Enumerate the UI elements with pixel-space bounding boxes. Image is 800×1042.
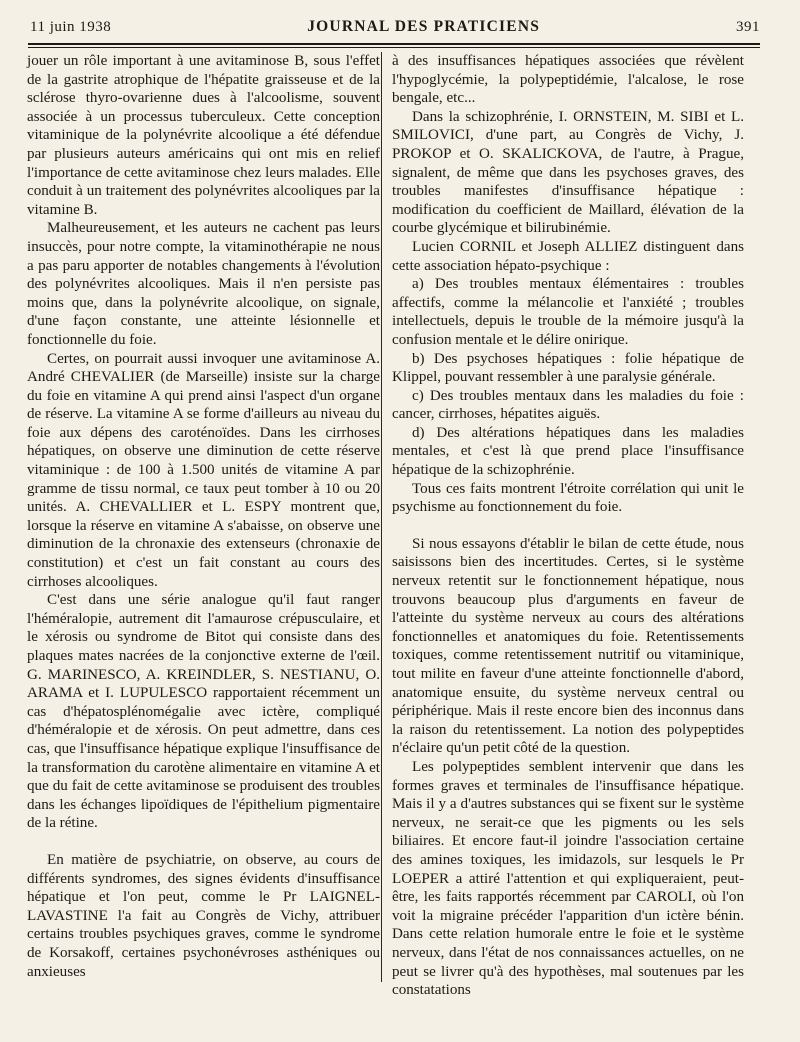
paragraph: Malheureusement, et les auteurs ne cachent pas leurs insuccès, pour notre compte, la vitaminothérapie ne nous a pas paru apporter de notables changements à l'évolution des polynévrites alcooliques. Mais il n'en persiste pas moins que, dans la polynévrite alcoolique, on signale, d'une façon constante, une atteinte lésionnelle et fonctionnelle du foie.	[27, 220, 380, 348]
paragraph: Les polypeptides semblent intervenir que dans les formes graves et terminales de l'insuffisance hépatique. Mais il y a d'autres substances qui se fixent sur le système nerveux, ne serait-ce que les pigments ou les sels biliaires. Et encore faut-il joindre l'association certaine des amines toxiques, les imidazols, sur lesquels le Pr LOEPER a attiré l'attention et qui expliqueraient, peut-être, les faits rapportés récemment par CAROLI, où l'on voit la migraine précéder l'apparition d'un ictère bénin. Dans cette relation humorale entre le foie et le système nerveux, dans l'état de nos connaissances actuelles, on ne peut se livrer qu'à des hypothèses, mal soutenues par les constatations	[392, 758, 744, 999]
list-item-a: a) Des troubles mentaux élémentaires : troubles affectifs, comme la mélancolie et l'anxiété ; troubles intellectuels, depuis le trouble de la mémoire jusqu'à la confusion mentale et le délire onirique.	[392, 276, 744, 348]
paragraph: Lucien CORNIL et Joseph ALLIEZ distinguent dans cette association hépato-psychique :	[392, 238, 744, 274]
paragraph: Dans la schizophrénie, I. ORNSTEIN, M. SIBI et L. SMILOVICI, d'une part, au Congrès de Vichy, J. PROKOP et O. SKALICKOVA, de l'autre, à Prague, signalent, de même que dans les psychoses graves, des troubles manifestes d'insuffisance hépatique : modification du coefficient de Maillard, élévation de la courbe glycémique et bilirubinémie.	[392, 108, 744, 237]
paragraph: Tous ces faits montrent l'étroite corrélation qui unit le psychisme au fonctionnement du foie.	[392, 480, 744, 516]
paragraph: C'est dans une série analogue qu'il faut ranger l'héméralopie, autrement dit l'amaurose crépusculaire, et le xérosis ou syndrome de Bitot qui consiste dans des plaques mates nacrées de la conjonctive externe de l'œil. G. MARINESCO, A. KREINDLER, S. NESTIANU, O. ARAMA et I. LUPULESCO rapportaient récemment un cas d'hépatosplénomégalie avec ictère, compliqué d'héméralopie et de xérosis. On peut admettre, dans ces cas, que l'insuffisance hépatique explique l'insuffisance de la transformation du carotène alimentaire en vitamine A et que du fait de cette avitaminose se produisent des troubles dans les échanges lipoïdiques de l'épithelium pigmentaire de la rétine.	[27, 592, 380, 832]
header-date: 11 juin 1938	[30, 18, 112, 35]
paragraph: En matière de psychiatrie, on observe, au cours de différents syndromes, des signes évidents d'insuffisance hépatique et l'on peut, comme le Pr LAIGNEL-LAVASTINE l'a fait au Congrès de Vichy, attribuer certains troubles psychiques graves, comme le syndrome de Korsakoff, certaines psychonévroses asthéniques ou anxieuses	[27, 851, 380, 980]
header-rule	[28, 43, 760, 45]
paragraph: Si nous essayons d'établir le bilan de cette étude, nous saisissons bien des incertitudes. Certes, si le système nerveux retentit sur le fonctionnement hépatique, nous trouvons beaucoup plus d'arguments en faveur de l'atteinte du système nerveux au cours des altérations fonctionnelles et anatomiques du foie. Retentissements toxiques, comme retentissement nutritif ou vitaminique, tout milite en faveur d'une atteinte fonctionnelle d'abord, anatomique ensuite, du système nerveux central ou périphérique. Mais il reste encore bien des inconnus dans la raison du retentissement. La notion des polypeptides n'éclaire qu'un petit côté de la question.	[392, 535, 744, 757]
column-divider	[381, 52, 382, 982]
left-column	[27, 52, 380, 981]
list-item-c: c) Des troubles mentaux dans les maladies du foie : cancer, cirrhoses, hépatites aiguës.	[392, 387, 744, 423]
header-rule-thin	[28, 47, 760, 48]
list-item-b: b) Des psychoses hépatiques : folie hépatique de Klippel, pouvant ressembler à une paralysie générale.	[392, 350, 744, 386]
paragraph: à des insuffisances hépatiques associées que révèlent l'hypoglycémie, la polypeptidémie, l'alcalose, le rose bengale, etc...	[392, 53, 744, 107]
page-number: 391	[735, 18, 760, 35]
list-item-d: d) Des altérations hépatiques dans les maladies mentales, et c'est là que prend place l'insuffisance hépatique de la schizophrénie.	[392, 424, 744, 479]
right-column	[392, 52, 744, 1000]
paragraph: Certes, on pourrait aussi invoquer une avitaminose A. André CHEVALIER (de Marseille) insiste sur la charge du foie en vitamine A qui prend ainsi l'aspect d'un organe de réserve. La vitamine A se forme d'ailleurs au niveau du foie aux dépens des caroténoïdes. Dans les cirrhoses hépatiques, on observe une diminution de cette réserve vitaminique : de 100 à 1.500 unités de vitamine A par gramme de tissu normal, ce taux peut tomber à 10 ou 20 unités. A. CHEVALLIER et L. ESPY montrent que, lorsque la réserve en vitamine A s'abaisse, on observe une diminution de la chronaxie des extenseurs (chronaxie de constitution) et c'est un fait constant au cours des cirrhoses alcooliques.	[27, 350, 380, 590]
journal-title: JOURNAL DES PRATICIENS	[307, 18, 541, 35]
paragraph: jouer un rôle important à une avitaminose B, sous l'effet de la gastrite atrophique de l'hépatite graisseuse et de la sclérose thyro-ovarienne dues à l'alcoolisme, souvent associée à un processus tuberculeux. Cette conception vitaminique de la polynévrite alcoolique a été défendue par plusieurs auteurs américains qui ont mis en relief l'importance de cette avitaminose chez leurs malades. Elle conduit à un traitement des polynévrites alcooliques par la vitamine B.	[27, 53, 380, 218]
running-header	[30, 12, 760, 42]
